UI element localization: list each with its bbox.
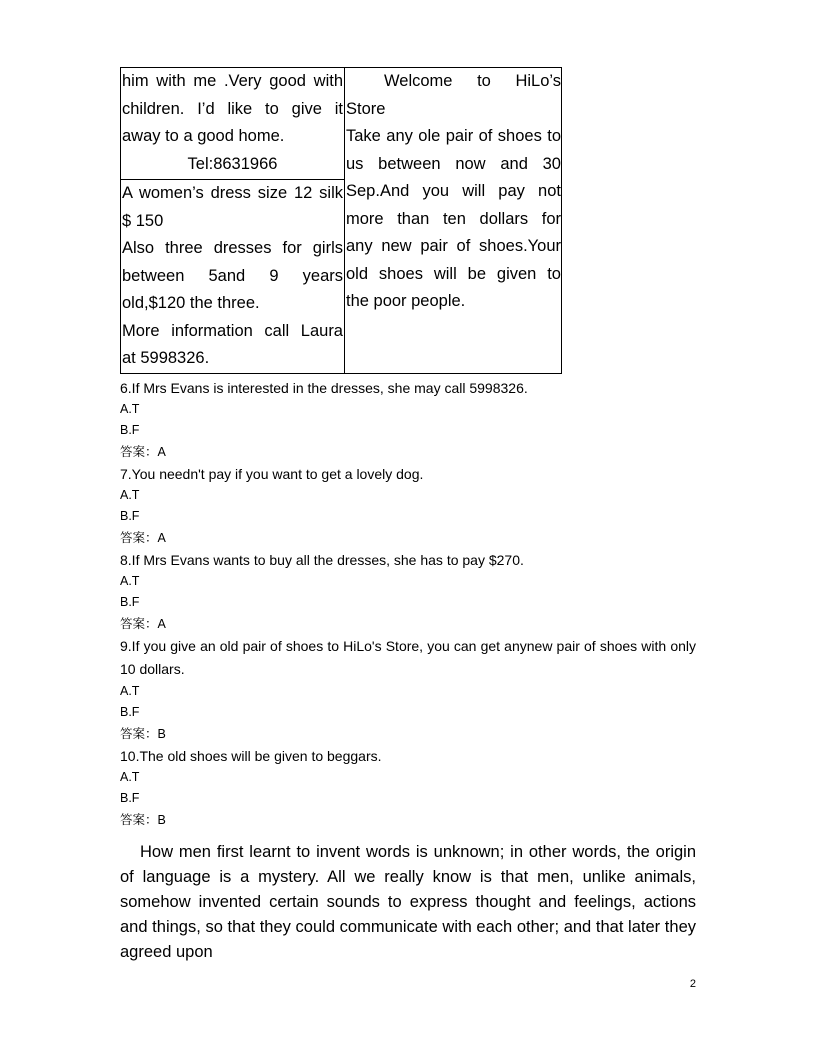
shoes-ad-line: us between now and 30 bbox=[346, 154, 561, 173]
option-a: A.T bbox=[120, 402, 140, 416]
dog-ad-line: him with me .Very good with bbox=[122, 72, 343, 90]
option-a: A.T bbox=[120, 684, 140, 698]
answer-text: 答案：B bbox=[120, 727, 166, 741]
shoes-ad-line: any new pair of shoes.Your bbox=[346, 237, 561, 255]
shoes-ad-cell bbox=[346, 68, 561, 316]
answer-text: 答案：A bbox=[120, 445, 166, 459]
option-a: A.T bbox=[120, 488, 140, 502]
dress-ad-line: Also three dresses for girls bbox=[122, 239, 343, 257]
question-text: 8.If Mrs Evans wants to buy all the dresses, she has to pay $270. bbox=[120, 552, 524, 568]
question-item bbox=[120, 635, 696, 745]
question-item bbox=[120, 377, 696, 463]
dog-ad-cell bbox=[122, 68, 343, 178]
dress-ad-line: at 5998326. bbox=[122, 349, 210, 367]
table-vertical-divider bbox=[344, 68, 345, 373]
question-text: 10.The old shoes will be given to beggars. bbox=[120, 748, 382, 764]
shoes-ad-title: Welcome to HiLo’s bbox=[384, 72, 561, 90]
question-text: 6.If Mrs Evans is interested in the dresses, she may call 5998326. bbox=[120, 380, 528, 396]
reading-passage bbox=[120, 840, 696, 965]
shoes-ad-line: Take any ole pair of shoes to bbox=[346, 127, 561, 145]
option-b: B.F bbox=[120, 595, 140, 609]
dress-ad-line: $ 150 bbox=[122, 211, 164, 230]
option-b: B.F bbox=[120, 509, 140, 523]
dog-ad-tel: Tel:8631966 bbox=[187, 154, 278, 173]
question-item bbox=[120, 745, 696, 831]
dog-ad-line: away to a good home. bbox=[122, 127, 285, 145]
option-a: A.T bbox=[120, 574, 140, 588]
shoes-ad-line: more than ten dollars for bbox=[346, 209, 561, 228]
advertisement-table bbox=[120, 67, 562, 374]
dress-ad-line: old,$120 the three. bbox=[122, 294, 260, 312]
dress-ad-cell bbox=[122, 180, 343, 373]
question-text: 9.If you give an old pair of shoes to HiLo's Store, you can get anynew pair of shoes with only 10 dollars. bbox=[120, 638, 696, 677]
shoes-ad-line: old shoes will be given to bbox=[346, 264, 561, 283]
option-b: B.F bbox=[120, 705, 140, 719]
option-b: B.F bbox=[120, 423, 140, 437]
passage-text: How men first learnt to invent words is unknown; in other words, the origin of language is a mystery. All we really know is that men, unlike animals, somehow invented certain sounds to express thought and feelings, actions and things, so that they could communicate with each other; and that later they agreed upon bbox=[120, 843, 696, 961]
page-number: 2 bbox=[689, 978, 696, 990]
dog-ad-line: children. I’d like to give it bbox=[122, 99, 343, 118]
option-a: A.T bbox=[120, 770, 140, 784]
question-item bbox=[120, 463, 696, 549]
question-item bbox=[120, 549, 696, 635]
answer-text: 答案：A bbox=[120, 531, 166, 545]
dress-ad-line: A women’s dress size 12 silk bbox=[122, 184, 343, 202]
shoes-ad-line: the poor people. bbox=[346, 292, 466, 310]
dress-ad-line: between 5and 9 years bbox=[122, 266, 343, 285]
answer-text: 答案：B bbox=[120, 813, 166, 827]
shoes-ad-line: Sep.And you will pay not bbox=[346, 182, 561, 200]
option-b: B.F bbox=[120, 791, 140, 805]
shoes-ad-title: Store bbox=[346, 99, 386, 118]
dress-ad-line: More information call Laura bbox=[122, 321, 343, 340]
question-list bbox=[120, 377, 696, 831]
question-text: 7.You needn't pay if you want to get a lovely dog. bbox=[120, 466, 424, 482]
answer-text: 答案：A bbox=[120, 617, 166, 631]
